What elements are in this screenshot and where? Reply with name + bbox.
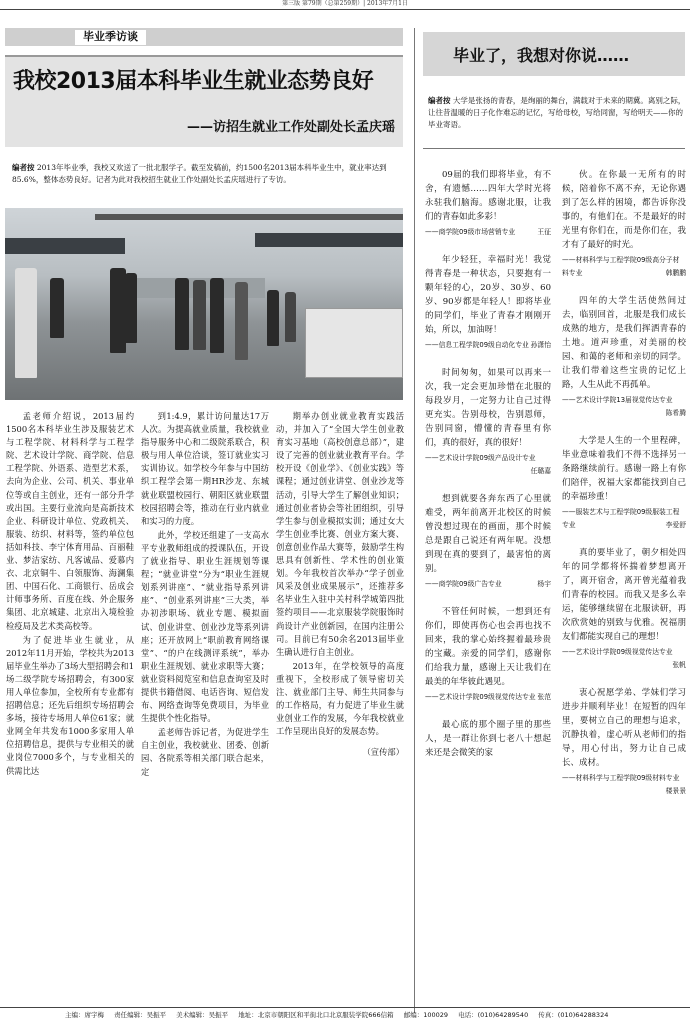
message-author — [562, 394, 686, 420]
message-author — [562, 506, 686, 532]
right-intro-text: 大学是张扬的青春，是绚丽的舞台，满载对于未来的期冀。离别之际，让往昔温暖的日子化作难忘的记忆，写给母校，写给同窗，写给明天——你的毕业寄语。 — [428, 96, 686, 129]
message-author — [425, 339, 551, 352]
author-name: 李爱舒 — [665, 520, 686, 529]
message-author — [562, 646, 686, 672]
headline-box — [5, 55, 403, 147]
message-text: 大学是人生的一个里程碑，毕业意味着我们不得不选择另一条路继续前行。感谢一路上有你们陪伴，祝福大家都能找到自己的幸福珍重！ — [562, 435, 686, 502]
message-text: 最心底的那个圈子里的那些人，是一群让你到七老八十想起来还是会微笑的家 — [425, 719, 551, 758]
author-name: 孙潇怡 — [530, 341, 551, 350]
author-dept: ——艺术设计学院09级产品设计专业 — [425, 454, 536, 463]
column-divider — [414, 28, 415, 1013]
author-dept: ——艺术设计学院09级视觉传达专业 — [425, 692, 536, 701]
author-dept: ——材料科学与工程学院09级材料专业 — [562, 773, 680, 782]
article-column-3 — [276, 410, 404, 760]
author-name: 王征 — [537, 228, 551, 237]
message-item — [425, 492, 551, 591]
article-column-2 — [141, 410, 269, 780]
messages-column-2 — [562, 168, 686, 812]
issue-line: 第三版 第79期（总第259期）| 2013年7月1日 — [0, 0, 690, 10]
paragraph: 孟老师告诉记者，为促进学生自主创业，我校就业、团委、创新园、各院系等相关部门联合起来，定 — [141, 727, 269, 777]
paragraph: 为了促进毕业生就业，从2012年11月开始，学校共为2013届毕业生举办了3场大型招聘会和1场二级学院专场招聘会，有300家用人单位参加，全校所有专业都有招聘信息；还先后组织专场招聘会多场，接待专场用人单位61家；就业网全年共发布1000多家用人单位招聘信息，提供与专业相关的就业岗位7000多个，与专业相关的供需比达 — [6, 634, 134, 776]
paragraph: 期举办创业就业教育实践活动，并加入了“全国大学生创业教育实习基地（高校创意总部）”，建设了完善的创业就业教育平台。学校开设《创业学》、《创业实践》等课程；通过创业讲堂、创业沙龙等活动，引导大学生了解创业知识；通过创业者协会等社团组织，引导学生参与创业模拟实训；通过女大学生创业季比赛、创业方案大赛、创意创业作品大赛等，鼓励学生构思具有创新性、学术性的创业策划。今年我校首次举办“学子创业风采及创业成果展示”，还推荐多名毕业生入驻中关村科学城第四批签约项目——北京服装学院服饰时尚设计产业创新园，在国内注册公司。目前已有50余名2013届毕业生确认进行自主创业。 — [276, 411, 404, 657]
message-item — [562, 686, 686, 798]
intro-text: 2013年毕业季，我校又欢送了一批北服学子。截至发稿前，约1500名2013届本科毕业生中，就业率达到85.6%，整体态势良好。记者为此对我校招生就业工作处副处长孟庆瑶进行了专访。 — [12, 163, 387, 184]
message-text: 衷心祝愿学弟、学妹们学习进步并顺利毕业！在短暂的四年里，要树立自己的理想与追求，沉静执着，虚心听从老师们的指导，用心付出，努力让自己成长、成材。 — [562, 687, 686, 768]
message-text: 时间匆匆，如果可以再来一次，我一定会更加珍惜在北服的每段岁月，一定努力让自己过得更充实。告别母校，告别恩师，告别同窗，懵懂的青春里有你们，真的很好，真的很好！ — [425, 367, 551, 449]
author-dept: ——服装艺术与工程学院09级服装工程专业 — [562, 507, 680, 529]
message-text: 伙。在你最一无所有的时候，陪着你不离不弃，无论你遇到了怎么样的困境，都告诉你没事的，有他们在。不是最好的时光里有你们在，而是你们在，我才有了最好的时光。 — [562, 170, 686, 251]
message-author — [425, 452, 551, 478]
message-text: 年少轻狂，幸福时光！我觉得青春是一种状态，只要抱有一颗年轻的心，20岁、30岁、60岁、90岁都是年轻人！即将毕业的同学们，毕业了青春才刚刚开始，所以，加油呀！ — [425, 254, 551, 336]
paragraph: 2013年，在学校领导的高度重视下，全校形成了领导密切关注、就业部门主导、师生共同参与的工作格局，有力促进了毕业生就业创业工作的发展，今年我校就业工作呈现出良好的发展态势。 — [276, 660, 404, 737]
message-text: 想到就要各奔东西了心里就难受，两年前离开北校区的时候曾没想过现在的画面，那个时候总是跟自己说还有两年呢。没想到现在真的要到了，最害怕的离别。 — [425, 493, 551, 574]
message-item — [425, 168, 551, 239]
message-item — [425, 253, 551, 352]
footer-postcode: 邮编：100029 — [403, 1011, 449, 1019]
right-title: 毕业了，我想对你说…… — [453, 46, 630, 65]
author-dept: ——商学院09级市场营销专业 — [425, 228, 516, 237]
message-text: 不管任何时候，一想到还有你们，即使再伤心也会再也找不回来，我的掌心始终握着最珍贵的宝藏。亲爱的同学们，感谢你们给我力量，感谢上天让我们在最美的年华彼此遇见。 — [425, 606, 551, 687]
footer-editor: 主编：席宇梅 — [65, 1011, 104, 1019]
article-signature: （宣传部） — [362, 747, 404, 758]
message-author — [562, 772, 686, 798]
message-author — [425, 691, 551, 704]
footer-duty-editor: 责任编辑：吴振平 — [114, 1011, 167, 1019]
message-text: 真的要毕业了，朝夕相处四年的同学都将怀揣着梦想离开了，离开宿舍，离开曾光蕴着我们青春的校园。而我又是多么幸运，能够继续留在北服读研，再次欣赏她的别致与优雅。祝福朋友们都能实现自己的理想！ — [562, 547, 686, 642]
right-intro — [428, 95, 686, 131]
footer-fax: 传真：(010)64288324 — [538, 1011, 609, 1019]
message-item — [562, 546, 686, 672]
section-tag-label: 毕业季访谈 — [75, 30, 146, 45]
footer-art-editor: 美术编辑：吴振平 — [176, 1011, 229, 1019]
author-dept: ——艺术设计学院09级视觉传达专业 — [562, 647, 673, 656]
intro-label: 编者按 — [12, 163, 35, 172]
section-tag — [5, 28, 403, 46]
author-name: 杨宇 — [537, 579, 551, 588]
author-name: 任璐嘉 — [530, 466, 551, 475]
message-item — [425, 366, 551, 478]
message-item — [562, 168, 686, 280]
footer-address: 地址：北京市朝阳区和平街北口北京服装学院666信箱 — [238, 1011, 394, 1019]
author-name: 陈希腾 — [665, 408, 686, 417]
footer-phone: 电话：(010)64289540 — [458, 1011, 529, 1019]
author-dept: ——信息工程学院09级自动化专业 — [425, 341, 529, 350]
paragraph: 孟老师介绍说，2013届约1500名本科毕业生涉及服装艺术与工程学院、材料科学与工程学院、艺术设计学院、商学院、信息工程学院、外语系、造型艺术系，去向为企业、公司、机关、事业单位等或自主创业，还有一部分升学或出国。主要行业流向是高新技术企业、科研设计单位、党政机关、服装、纺织、材料等，签约单位包括如科技、李宁体育用品、百丽鞋业、梦洁家纺、凡客诚品、爱慕内衣、北京铜牛、白领服饰、海澜集团、中国石化、工商银行、岳成会计师事务所、百度在线、外企服务集团、北京城建、北京出入境检验检疫局及艺术类高校等。 — [6, 411, 134, 631]
message-item — [425, 605, 551, 704]
message-author — [562, 254, 686, 280]
message-author — [425, 578, 551, 591]
message-item — [562, 434, 686, 532]
author-dept: ——艺术设计学院13届视觉传达专业 — [562, 396, 673, 405]
author-name: 韩鹏鹏 — [665, 269, 686, 277]
author-dept: ——商学院09级广告专业 — [425, 579, 502, 588]
message-text: 09届的我们即将毕业，有不舍，有遗憾……四年大学时光将永驻我们脑海。感谢北服，让我们的青春如此多彩！ — [425, 170, 551, 223]
right-intro-label: 编者按 — [428, 96, 451, 105]
messages-column-1 — [425, 168, 551, 774]
message-author — [425, 226, 551, 239]
right-divider — [423, 148, 685, 149]
article-column-1 — [6, 410, 134, 779]
message-text: 四年的大学生活使然间过去，临别回首，北服是我们成长成熟的地方，是我们挥洒青春的土地。道声珍重，对美丽的校园、和蔼的老师和亲切的同学。让我们带着这些宝贵的记忆上路，人生从此不再孤单。 — [562, 295, 686, 390]
message-item — [425, 718, 551, 760]
footer — [0, 1007, 690, 1024]
author-dept: ——材料科学与工程学院09级高分子材料专业 — [562, 256, 680, 277]
paragraph: 到1:4.9，累计访问量达17万人次。为提高就业质量，我校就业指导服务中心和二级院系联合，积极与用人单位洽谈，签订就业实习实训协议。如学校今年参与中国纺织工程学会第一期HR沙龙、东城就业联盟校园行、朝阳区就业联盟校园招聘会等，推动在行业内就业和实习的力度。 — [141, 411, 269, 526]
author-name: 张范 — [537, 692, 551, 701]
article-intro — [12, 162, 402, 185]
paragraph: 此外，学校还组建了一支高水平专业教师组成的授课队伍，开设了就业指导、职业生涯规划等课程；“就业讲堂”分为“职业生涯规划系列讲座”、“就业指导系列讲座”、“创业系列讲座”三大类，举办初涉职场、就业专题、模拟面试、创业讲堂、创业沙龙等系列讲座；还开放网上“职前教育网络课堂”、“的户在线测评系统”，举办职业生涯规划、就业求职等大赛；就业资料阅览室和信息查询室及时提供书籍借阅、电话咨询、短信发布、网络查询等免费项目，为毕业生提供个性化指导。 — [141, 529, 269, 724]
message-item — [562, 294, 686, 420]
right-title-box — [423, 32, 685, 76]
job-fair-photo — [5, 208, 403, 400]
author-name: 张帆 — [672, 660, 686, 669]
author-name: 楼景景 — [665, 786, 686, 795]
article-headline: 我校2013届本科毕业生就业态势良好 — [13, 69, 374, 94]
article-subhead: ——访招生就业工作处副处长孟庆瑶 — [186, 120, 395, 135]
